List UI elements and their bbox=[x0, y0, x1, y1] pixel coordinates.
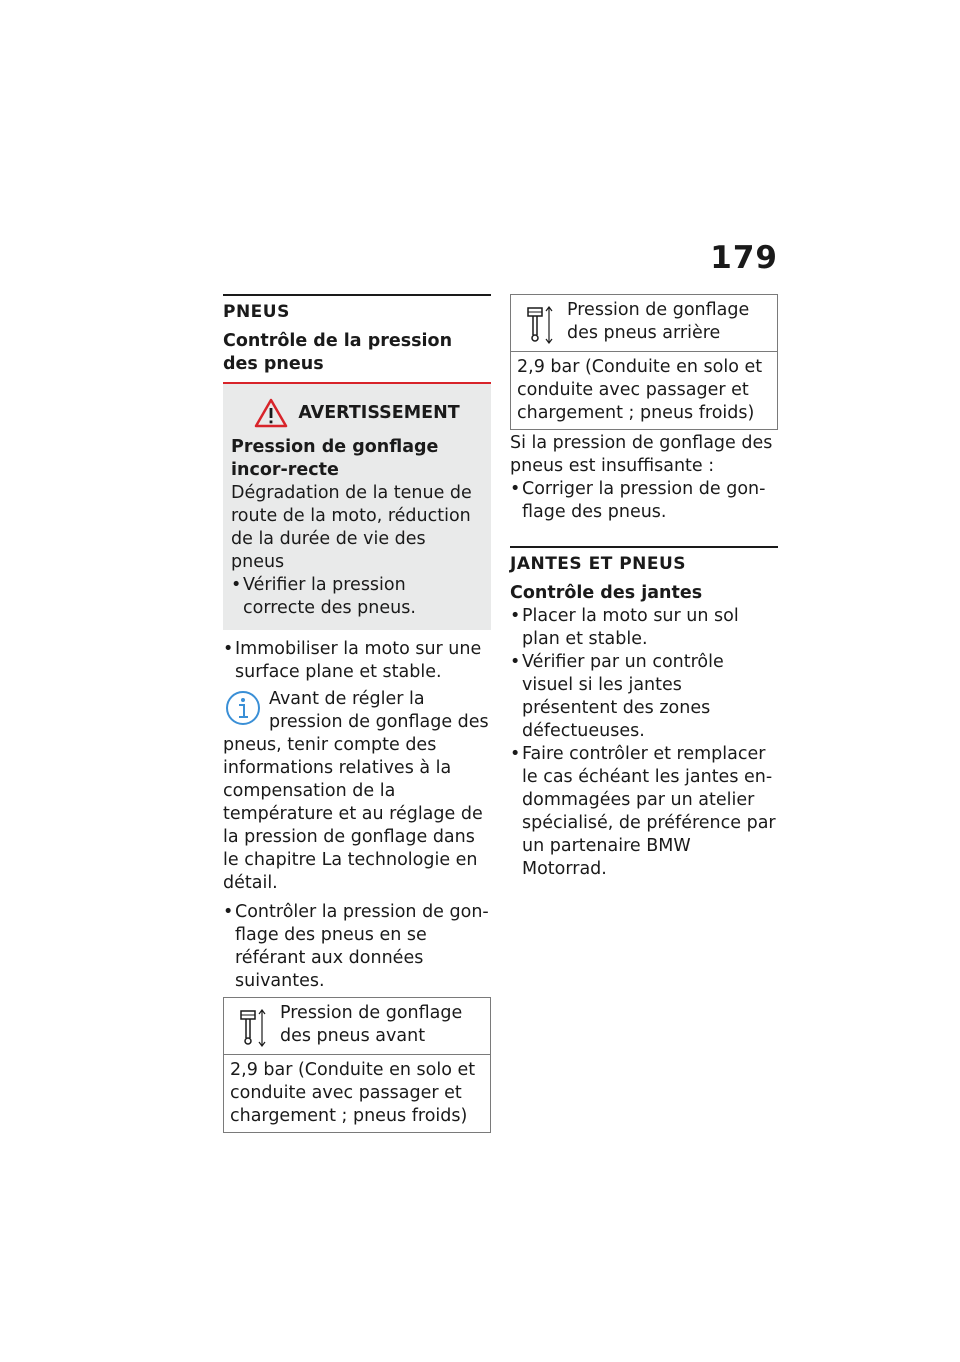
rims-check-list bbox=[510, 605, 778, 881]
low-pressure-text: Si la pression de gonflage des pneus est insuffisante : bbox=[510, 433, 773, 476]
front-pressure-label: Pression de gonflage des pneus avant bbox=[280, 1003, 463, 1046]
warning-bullets bbox=[231, 574, 483, 620]
subsection-title-pressure-check: Contrôle de la pression des pneus bbox=[223, 331, 453, 374]
rear-pressure-table bbox=[510, 294, 778, 430]
warning-triangle-icon bbox=[254, 398, 288, 428]
rear-pressure-value: 2,9 bar (Conduite en solo et conduite avec passager et chargement ; pneus froids) bbox=[517, 357, 763, 423]
warning-box bbox=[223, 382, 491, 630]
left-column bbox=[223, 294, 491, 1135]
list-item: •Placer la moto sur un sol plan et stable. bbox=[510, 606, 739, 649]
step-list-1 bbox=[223, 638, 491, 684]
step-list-2 bbox=[223, 901, 491, 993]
page-number: 179 bbox=[710, 240, 778, 276]
correct-list bbox=[510, 478, 778, 524]
front-pressure-value: 2,9 bar (Conduite en solo et conduite avec passager et chargement ; pneus froids) bbox=[230, 1060, 476, 1126]
right-column bbox=[510, 294, 778, 881]
warning-subtitle: Pression de gonflage incor-recte bbox=[231, 437, 439, 480]
tire-pressure-gauge-icon bbox=[525, 305, 555, 345]
warning-label: AVERTISSEMENT bbox=[298, 403, 460, 423]
rear-pressure-header bbox=[511, 295, 777, 352]
subsection-title-rims-check: Contrôle des jantes bbox=[510, 583, 703, 603]
list-item: •Vérifier par un contrôle visuel si les jantes présentent des zones défectueuses. bbox=[510, 652, 724, 741]
rear-pressure-label: Pression de gonflage des pneus arrière bbox=[567, 300, 750, 343]
section-divider bbox=[223, 294, 491, 296]
warning-bullet: •Vérifier la pression correcte des pneus. bbox=[231, 575, 416, 618]
front-pressure-table bbox=[223, 997, 491, 1133]
step-bullet-park: •Immobiliser la moto sur une surface plane et stable. bbox=[223, 639, 482, 682]
warning-text: Dégradation de la tenue de route de la moto, réduction de la durée de vie des pneus bbox=[231, 483, 472, 572]
warning-header bbox=[231, 398, 483, 428]
tire-pressure-gauge-icon bbox=[238, 1008, 268, 1048]
correct-pressure-bullet: •Corriger la pression de gon-flage des pneus. bbox=[510, 479, 766, 522]
info-text: Avant de régler la pression de gonflage des pneus, tenir compte des informations relatives à la compensation de la température et au réglage de la pression de gonflage dans le chapitre La technologie en détail. bbox=[223, 689, 489, 893]
section-divider bbox=[510, 546, 778, 548]
info-icon bbox=[225, 690, 261, 726]
step-bullet-check-pressure: •Contrôler la pression de gon-flage des pneus en se référant aux données suivantes. bbox=[223, 902, 489, 991]
section-title-jantes: JANTES ET PNEUS bbox=[510, 554, 687, 574]
list-item: •Faire contrôler et remplacer le cas échéant les jantes en-dommagées par un atelier spécialisé, de préférence par un partenaire BMW Motorrad. bbox=[510, 744, 776, 879]
front-pressure-header bbox=[224, 998, 490, 1055]
info-note bbox=[223, 688, 491, 895]
section-title-pneus: PNEUS bbox=[223, 302, 290, 322]
